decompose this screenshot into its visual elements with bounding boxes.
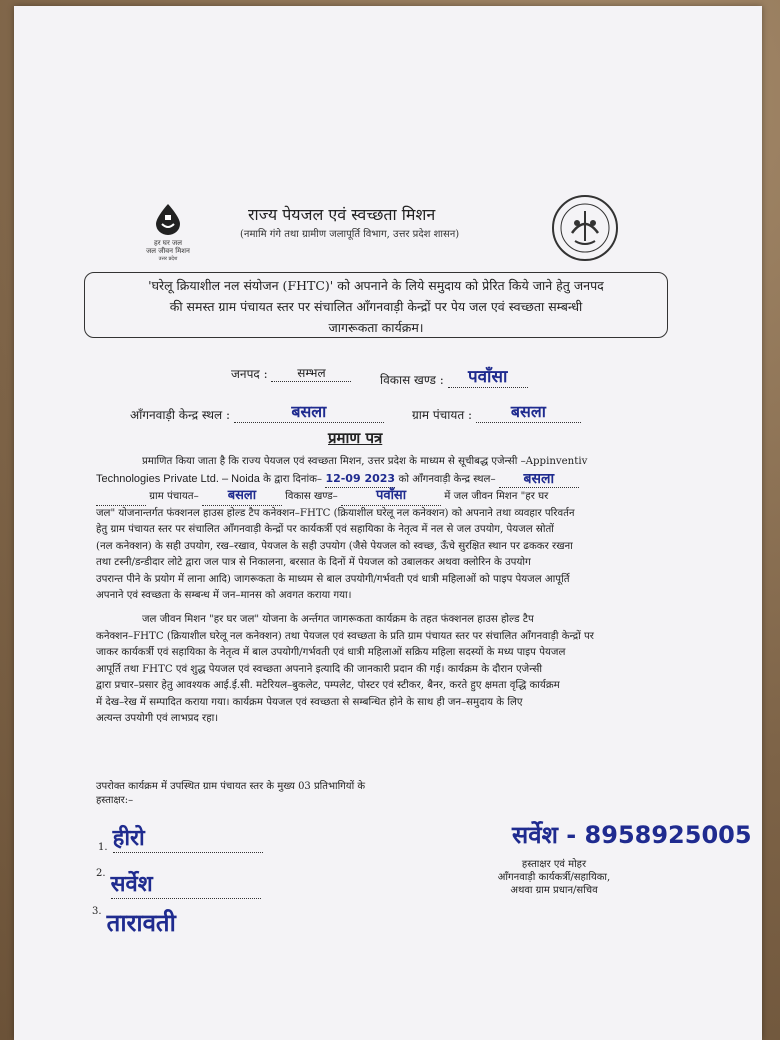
logo-subtext-2: उत्तर प्रदेश (158, 256, 178, 262)
stamp-label-2: आँगनवाड़ी कार्यकर्त्री/सहायिका, (497, 872, 611, 883)
logo-text: हर घर जल (154, 239, 182, 247)
janpad-value: सम्भल (271, 364, 351, 382)
kendra-sthal-value: बसला (499, 471, 579, 489)
signature-3: ताराव‍ती (106, 909, 176, 937)
kendra-label: आँगनवाड़ी केन्द्र स्थल : (130, 408, 231, 422)
p2-line-5: में देख–रेख में सम्पादित कराया गया। कार्यक्रम पेयजल एवं स्वच्छता से सम्बन्धित होने के साथ ही जन–समुदाय के लिए (96, 696, 523, 708)
p1-mission-text: में जल जीवन मिशन "हर घर (444, 491, 549, 502)
certificate-title: प्रमाण पत्र (328, 429, 383, 447)
certificate-paragraph-1 (96, 454, 684, 605)
program-banner (84, 272, 668, 338)
p1-line-5: उपरान्त पीने के प्रयोग में लाना आदि) जागरूकता के माध्यम से बाल उपयोगी/गर्भवती एवं धात्री महिलाओं को पाइप पेयजल आपूर्ति (96, 573, 570, 585)
p1-vikas-label: विकास खण्ड– (285, 491, 338, 502)
signature-number-3: 3. (92, 906, 102, 917)
emblem-icon (550, 193, 620, 263)
banner-line-3: जागरूकता कार्यक्रम। (328, 320, 424, 335)
p2-line-3: आपूर्ति तथा FHTC एवं शुद्ध पेयजल एवं स्वच्छता अपनाने इत्यादि की जानकारी प्रदान की गई। कार्यक्रम के दौरान एजेन्सी (96, 663, 543, 675)
vikas-khand-value: पवाँसा (448, 364, 528, 388)
p1-line-6: अपनाने एवं स्वच्छता के सम्बन्ध में जन–मानस को अवगत कराया गया। (96, 590, 352, 601)
p1-line-0: प्रमाणित किया जाता है कि राज्य पेयजल एवं स्वच्छता मिशन, उत्तर प्रदेश के माध्यम से सूचीबद्ध एजेन्सी –Appinventiv (142, 456, 588, 467)
p1-panchayat-label: ग्राम पंचायत– (149, 491, 199, 502)
date-label: के द्वारा दिनांक– (263, 473, 323, 485)
vikas-khand-field (380, 364, 528, 388)
har-ghar-jal-logo (138, 203, 198, 263)
water-drop-icon (153, 203, 183, 235)
up-government-emblem (550, 193, 620, 263)
gram-panchayat-field (412, 400, 581, 423)
signatures-intro-line-2: हस्ताक्षर:– (96, 795, 134, 806)
gram-panchayat-label: ग्राम पंचायत : (412, 408, 473, 422)
participant-signature-3 (92, 906, 257, 939)
p1-panchayat-value: बसला (202, 488, 282, 506)
banner-line-1: 'घरेलू क्रियाशील नल संयोजन (FHTC)' को अपनाने के लिये समुदाय को प्रेरित किये जाने हेतु जनपद (148, 278, 604, 293)
certificate-paragraph-2 (96, 612, 684, 728)
agency-name: Technologies Private Ltd. – Noida (96, 472, 260, 485)
p2-line-6: अत्यन्त उपयोगी एवं लाभप्रद रहा। (96, 713, 219, 724)
p2-line-0: जल जीवन मिशन "हर घर जल" योजना के अर्न्तगत जागरूकता कार्यक्रम के तहत फंक्शनल हाउस होल्ड टैप (142, 614, 534, 625)
header-subtitle: (नमामि गंगे तथा ग्रामीण जलापूर्ति विभाग, उत्तर प्रदेश शासन) (240, 229, 460, 240)
banner-line-2: की समस्त ग्राम पंचायत स्तर पर संचालित आँगनवाड़ी केन्द्रों पर पेय जल एवं स्वच्छता सम्बन्धी (169, 299, 583, 314)
signatures-intro (96, 778, 365, 806)
logo-subtext: जल जीवन मिशन (146, 247, 190, 255)
p2-line-1: कनेक्शन–FHTC (क्रियाशील घरेलू नल कनेक्शन) तथा पेयजल एवं स्वच्छता के प्रति ग्राम पंचायत स्तर पर संचालित आँगनवाड़ी केन्द्रों पर (96, 630, 594, 642)
signature-number-1: 1. (98, 842, 108, 853)
signature-stamp-block (480, 858, 628, 897)
signatures-intro-line-1: उपरोक्त कार्यक्रम में उपस्थित ग्राम पंचायत स्तर के मुख्य 03 प्रतिभागियों के (96, 781, 366, 792)
p2-line-2: जाकर कार्यकर्त्री एवं सहायिका के नेतृत्व में बाल उपयोगी/गर्भवती एवं धात्री महिलाओं सक्रिय महिला सदस्यों के मध्य पाइप पेयजल (96, 647, 566, 658)
p1-vikas-value: पवाँसा (341, 488, 441, 506)
p2-line-4: द्वारा प्रचार–प्रसार हेतु आवश्यक आई.ई.सी. मटेरियल–बुकलेट, पम्पलेट, पोस्टर एवं स्टीकर, बैनर, करते हुए क्षमता वृद्धि कार्यक्रम (96, 680, 560, 691)
p1-line-panchayat (96, 488, 684, 506)
p1-line-agency (96, 471, 684, 489)
worker-signature: सर्वेश - 8958925005 (512, 821, 752, 849)
signature-2: सर्वेश (111, 868, 261, 899)
p1-line-4: तथा टस्नी/डन्डीदार लोटे द्वारा जल पात्र से निकालना, बरसात के दिनों में पेयजल को उबालकर अथवा क्लोरिन के उपयोग (96, 557, 531, 568)
janpad-field (231, 364, 351, 382)
vikas-khand-label: विकास खण्ड : (380, 373, 444, 387)
participant-signature-1 (98, 822, 263, 853)
program-date: 12-09 2023 (325, 471, 395, 489)
janpad-label: जनपद : (231, 367, 268, 381)
p1-line-2: हेतु ग्राम पंचायत स्तर पर संचालित आँगनवाड़ी केन्द्रों पर कार्यकर्त्री एवं सहायिका के नेतृत्व में नल से जल उपयोग, पेयजल स्रोतों (96, 524, 554, 535)
participant-signature-2 (96, 868, 261, 899)
kendra-field (130, 400, 384, 423)
kendra-sthal-label: को आँगनवाड़ी केन्द्र स्थल– (398, 473, 496, 485)
signature-1: हीरो (113, 822, 263, 853)
signature-number-2: 2. (96, 868, 106, 879)
p1-line-1: जल" योजनान्तर्गत फंक्शनल हाउस होल्ड टैप कनेक्शन–FHTC (क्रियाशील घरेलू नल कनेक्शन) को अपनाने तथा व्यवहार परिवर्तन (96, 507, 575, 519)
stamp-label-3: अथवा ग्राम प्रधान/सचिव (510, 885, 598, 896)
kendra-value: बसला (234, 400, 384, 423)
header-title: राज्य पेयजल एवं स्वच्छता मिशन (248, 205, 436, 224)
gram-panchayat-value: बसला (476, 400, 581, 423)
stamp-label-1: हस्ताक्षर एवं मोहर (521, 859, 587, 870)
p1-line-3: (नल कनेक्शन) के सही उपयोग, रख–रखाव, पेयजल के सही उपयोग (जैसे पेयजल को स्वच्छ, ऊँचे सुरक्षित स्थान पर ढककर रखना (96, 540, 573, 552)
